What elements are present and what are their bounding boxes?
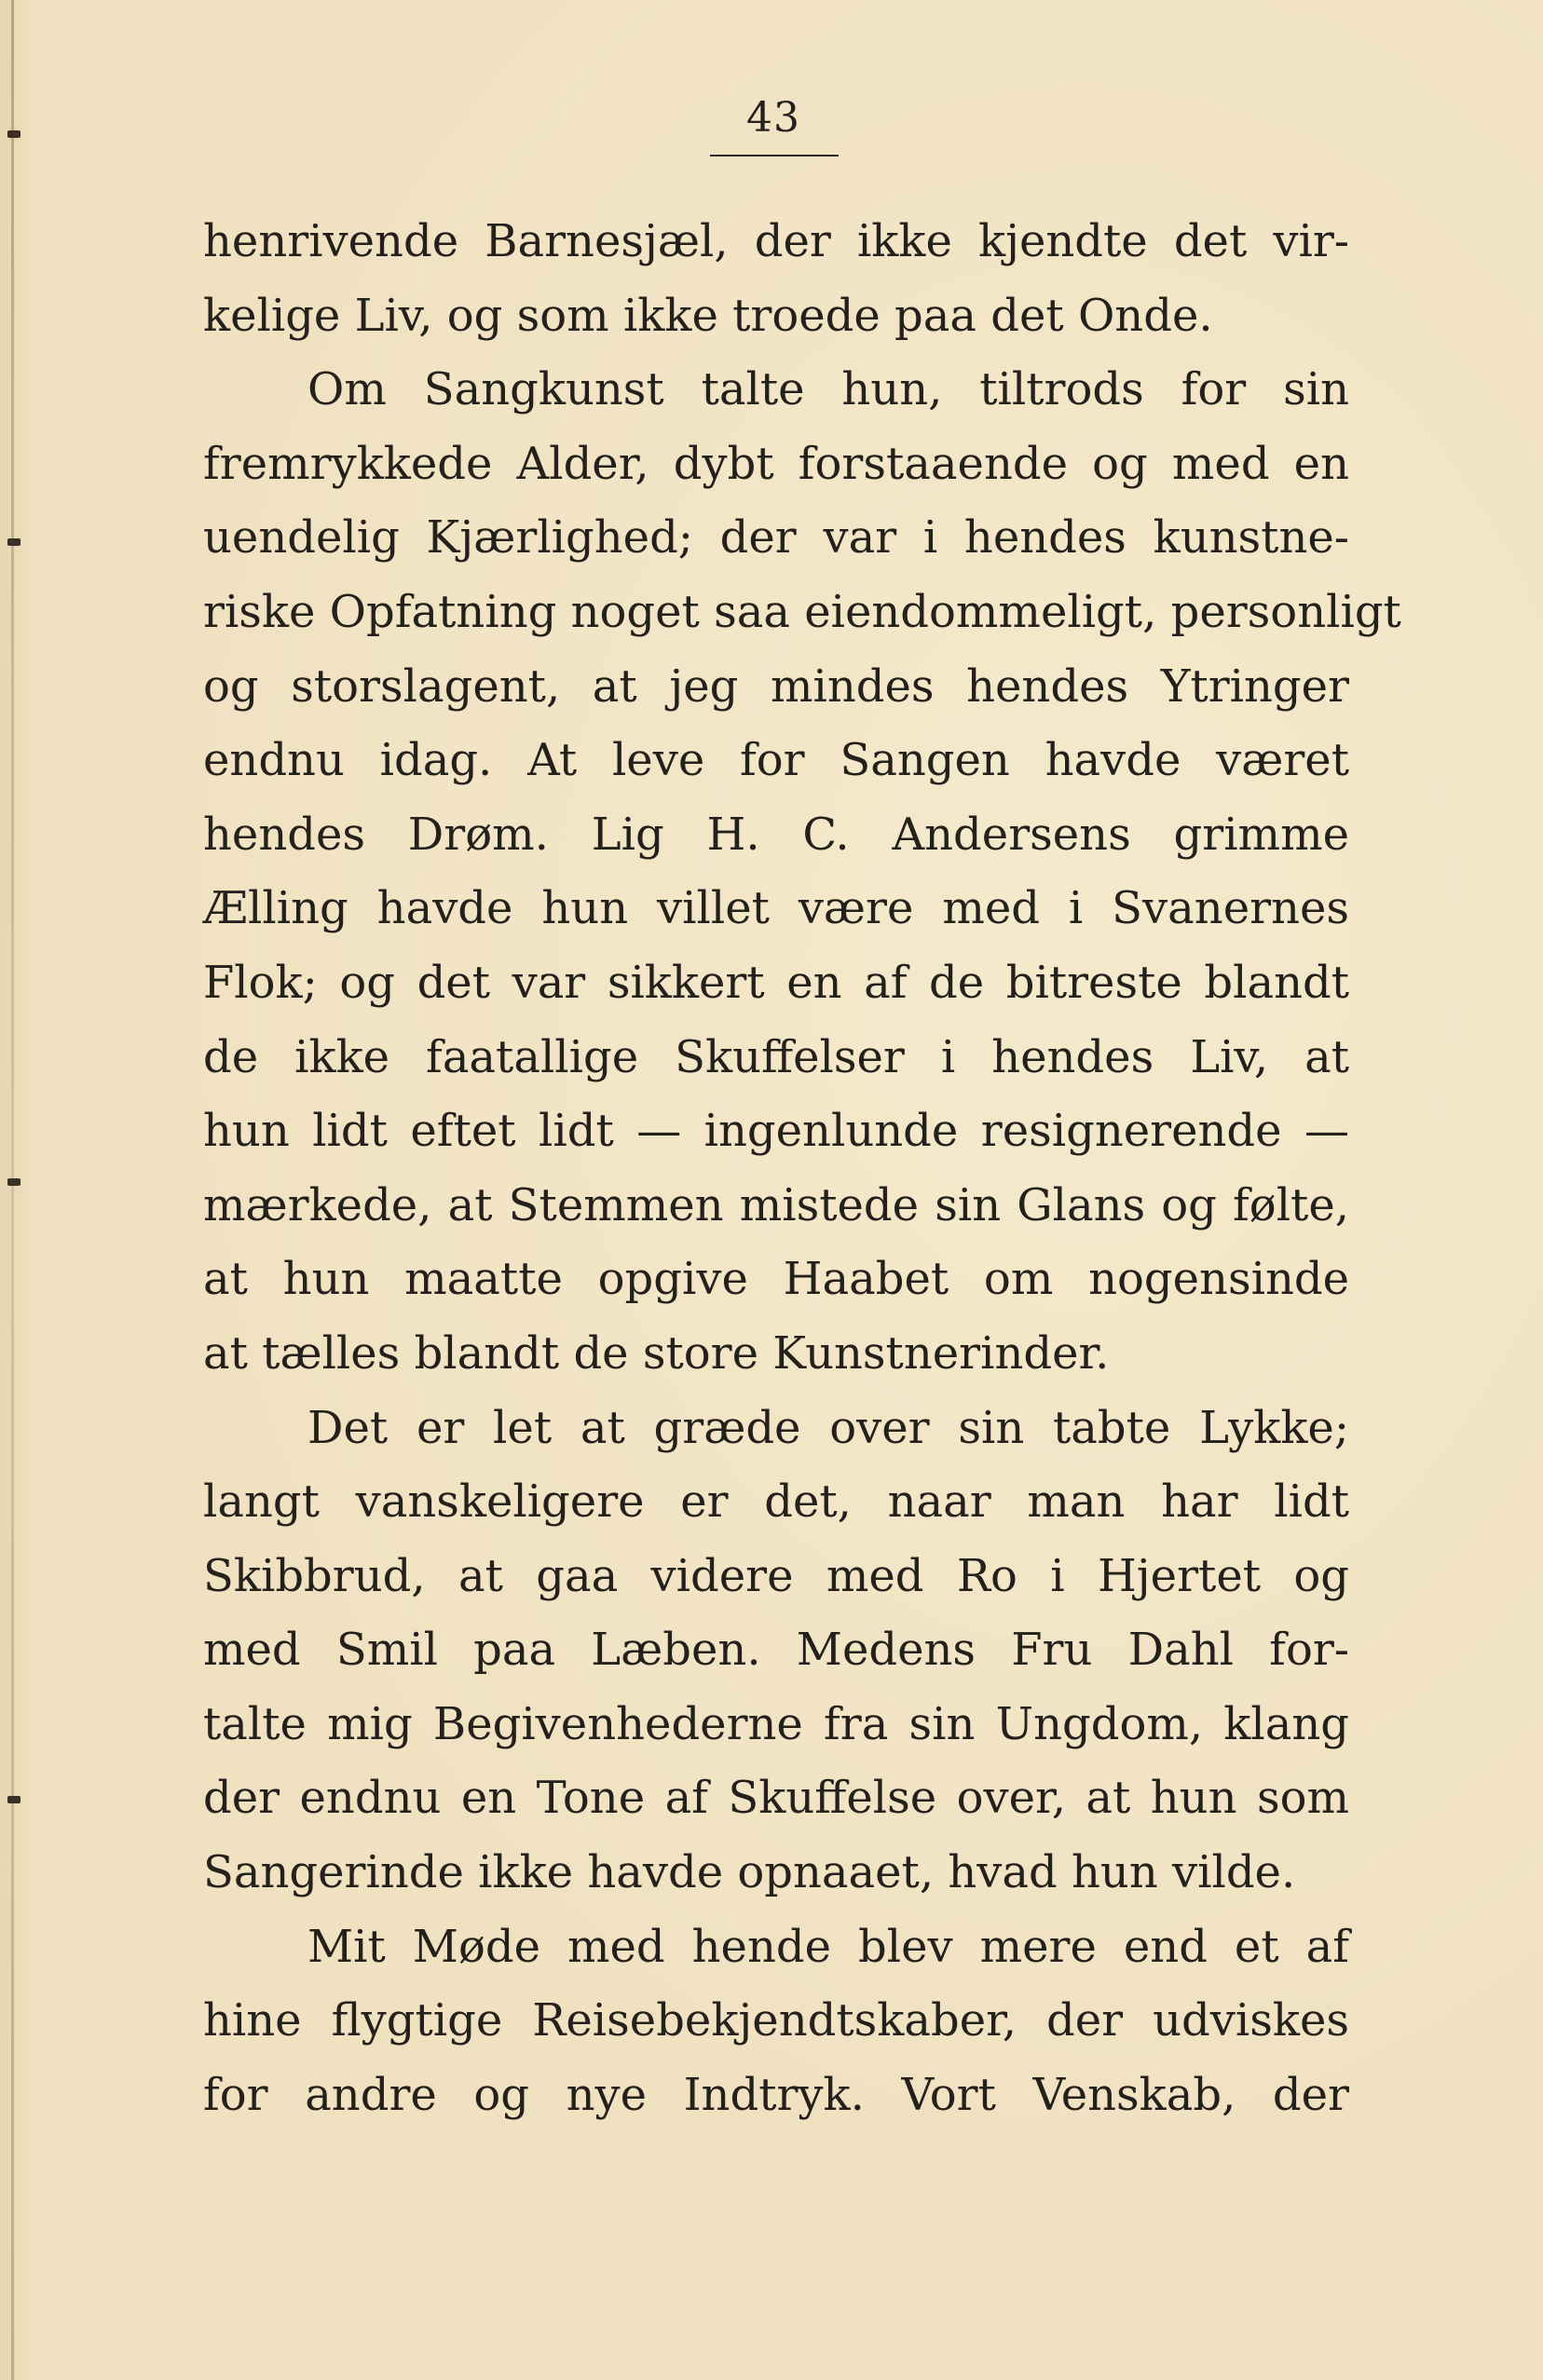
text-line: hendes Drøm. Lig H. C. Andersens grimme — [203, 808, 1349, 861]
page-number-rule — [710, 155, 839, 156]
margin-mark — [7, 1796, 20, 1803]
page-number: 43 — [746, 94, 800, 142]
margin-mark — [7, 1178, 20, 1186]
text-line: og storslagent, at jeg mindes hendes Ytringer — [203, 660, 1349, 713]
text-line: Mit Møde med hende blev mere end et af — [307, 1920, 1349, 1973]
text-line: langt vanskeligere er det, naar man har lidt — [203, 1476, 1349, 1529]
text-line: med Smil paa Læben. Medens Fru Dahl for- — [203, 1624, 1349, 1677]
text-line: riske Opfatning noget saa eiendommeligt, personligt — [203, 585, 1401, 638]
text-line: Flok; og det var sikkert en af de bitreste blandt — [203, 956, 1349, 1009]
margin-mark — [7, 538, 20, 546]
text-line: at hun maatte opgive Haabet om nogensinde — [203, 1253, 1349, 1306]
text-line: talte mig Begivenhederne fra sin Ungdom, klang — [203, 1697, 1349, 1750]
text-line: hine flygtige Reisebekjendtskaber, der udviskes — [203, 1994, 1349, 2047]
text-line: endnu idag. At leve for Sangen havde været — [203, 734, 1349, 787]
margin-mark — [7, 130, 20, 138]
body-text — [203, 205, 1401, 2132]
binding-gutter — [11, 0, 14, 2380]
text-line: uendelig Kjærlighed; der var i hendes kunstne- — [203, 511, 1349, 564]
text-line: Ælling havde hun villet være med i Svanernes — [203, 882, 1349, 935]
text-line: kelige Liv, og som ikke troede paa det Onde. — [203, 289, 1213, 342]
text-line: Skibbrud, at gaa videre med Ro i Hjertet og — [203, 1549, 1349, 1602]
text-line: Sangerinde ikke havde opnaaet, hvad hun vilde. — [203, 1846, 1296, 1899]
text-line: de ikke faatallige Skuffelser i hendes Liv, at — [203, 1030, 1349, 1083]
text-line: fremrykkede Alder, dybt forstaaende og med en — [203, 437, 1349, 490]
text-line: mærkede, at Stemmen mistede sin Glans og følte, — [203, 1178, 1349, 1231]
text-line: henrivende Barnesjæl, der ikke kjendte det vir- — [203, 215, 1349, 267]
text-line: hun lidt eftet lidt — ingenlunde resignerende — — [203, 1105, 1349, 1158]
text-line: der endnu en Tone af Skuffelse over, at hun som — [203, 1772, 1349, 1825]
text-line: for andre og nye Indtryk. Vort Venskab, der — [203, 2068, 1349, 2121]
text-line: Om Sangkunst talte hun, tiltrods for sin — [307, 363, 1349, 416]
text-line: at tælles blandt de store Kunstnerinder. — [203, 1326, 1110, 1380]
text-line: Det er let at græde over sin tabte Lykke; — [307, 1401, 1349, 1454]
